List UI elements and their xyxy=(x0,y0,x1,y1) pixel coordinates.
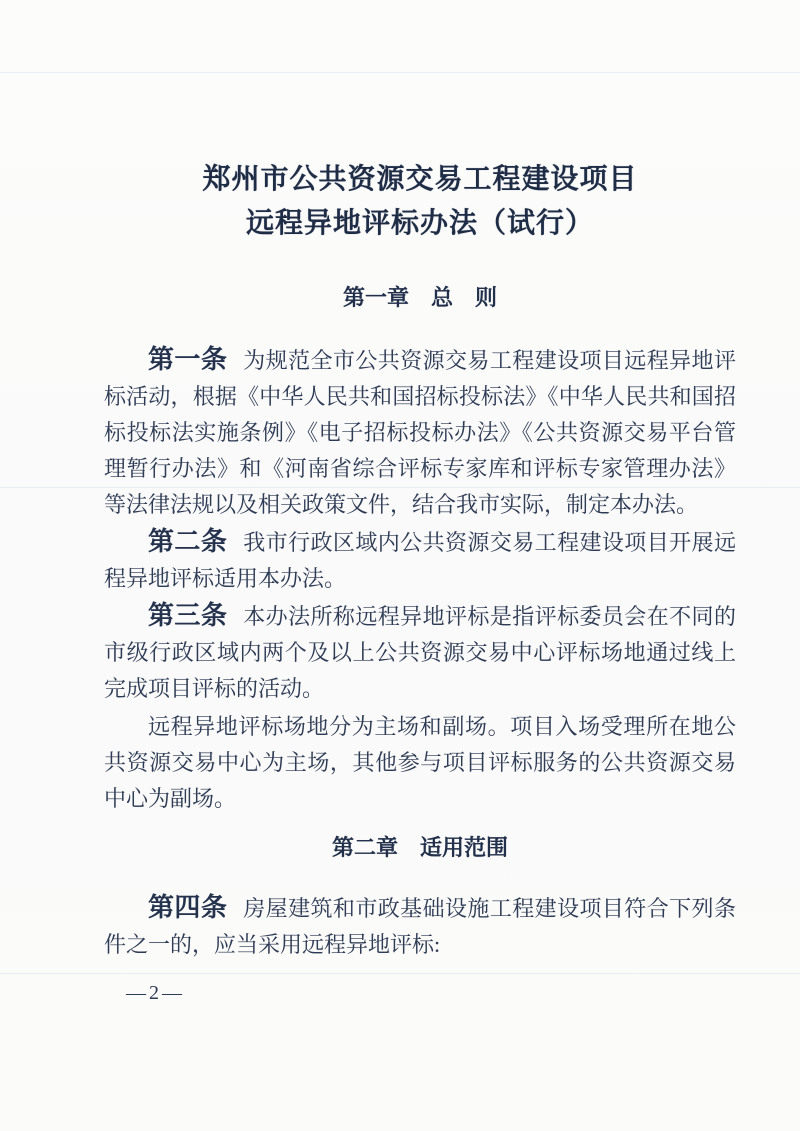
article-3b-text: 远程异地评标场地分为主场和副场。项目入场受理所在地公共资源交易中心为主场，其他参与项目评标服务的公共资源交易中心为副场。 xyxy=(104,714,736,811)
document-title-line-2: 远程异地评标办法（试行） xyxy=(245,208,594,239)
article-4-label: 第四条 xyxy=(148,892,228,922)
chapter-2-body xyxy=(104,889,736,963)
article-1-label: 第一条 xyxy=(148,344,228,374)
document-title xyxy=(104,158,736,246)
page-number: —2— xyxy=(126,982,185,1004)
document-title-line-1: 郑州市公共资源交易工程建设项目 xyxy=(202,164,638,195)
chapter-1-heading: 第一章 总 则 xyxy=(342,285,497,310)
text-column xyxy=(104,158,736,963)
article-3-text: 本办法所称远程异地评标是指评标委员会在不同的市级行政区域内两个及以上公共资源交易中心评标场地通过线上完成项目评标的活动。 xyxy=(104,604,736,701)
article-3-paragraph xyxy=(104,597,736,707)
article-1-text: 为规范全市公共资源交易工程建设项目远程异地评标活动，根据《中华人民共和国招标投标法》《中华人民共和国招标投标法实施条例》《电子招标投标办法》《公共资源交易平台管理暂行办法》和《河南省综合评标专家库和评标专家管理办法》等法律法规以及相关政策文件，结合我市实际，制定本办法。 xyxy=(104,348,736,517)
article-4-text: 房屋建筑和市政基础设施工程建设项目符合下列条件之一的，应当采用远程异地评标: xyxy=(104,896,736,957)
article-3-label: 第三条 xyxy=(148,600,228,630)
chapter-1-body xyxy=(104,341,736,817)
article-3-continuation-paragraph xyxy=(104,707,736,817)
article-2-paragraph xyxy=(104,523,736,597)
scan-artifact-line xyxy=(0,72,800,73)
article-2-label: 第二条 xyxy=(148,526,228,556)
article-4-paragraph xyxy=(104,889,736,963)
scan-artifact-line xyxy=(0,973,800,974)
article-2-text: 我市行政区域内公共资源交易工程建设项目开展远程异地评标适用本办法。 xyxy=(104,530,736,591)
chapter-2-heading: 第二章 适用范围 xyxy=(331,835,508,860)
article-1-paragraph xyxy=(104,341,736,523)
